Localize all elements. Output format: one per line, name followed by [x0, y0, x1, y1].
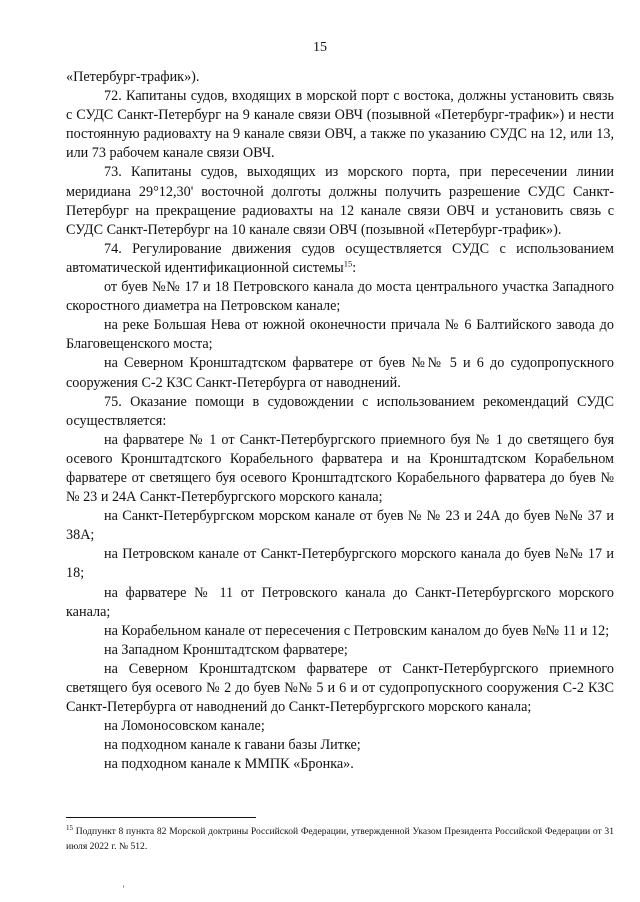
paragraph-73: 73. Капитаны судов, выходящих из морского порта, при пересечении линии меридиана 29°12,30' восточной долготы должны получить разрешение СУДС Санкт-Петербург на прекращение радиовахты на 12 канале связи ОВЧ и установить связь с СУДС Санкт-Петербург на 10 канале связи ОВЧ (позывной «Петербург-трафик»). [66, 164, 614, 238]
footnote-divider [66, 817, 256, 818]
list-item: на фарватере № 11 от Петровского канала до Санкт-Петербургского морского канала; [66, 584, 614, 620]
footnote-text: Подпункт 8 пункта 82 Морской доктрины Российской Федерации, утвержденной Указом Президента Российской Федерации от 31 июля 2022 г. № 512. [66, 826, 614, 852]
paragraph-74-tail: : [352, 259, 357, 276]
list-item: на Северном Кронштадтском фарватере от Санкт-Петербургского приемного светящего буя осевого № 2 до буев №№ 5 и 6 и от судопропускного сооружения С-2 КЗС Санкт-Петербурга от наводнений до Санкт-Петербургского морского канала; [66, 660, 614, 716]
list-item: на Санкт-Петербургском морском канале от буев № № 23 и 24А до буев №№ 37 и 38А; [66, 508, 614, 544]
list-item: от буев №№ 17 и 18 Петровского канала до моста центрального участка Западного скоростного диаметра на Петровском канале; [66, 279, 614, 315]
paragraph-74 [66, 240, 614, 278]
page-number: 15 [313, 40, 327, 55]
list-item: на Петровском канале от Санкт-Петербургского морского канала до буев №№ 17 и 18; [66, 546, 614, 582]
document-body [66, 68, 614, 774]
list-item: на фарватере № 1 от Санкт-Петербургского приемного буя № 1 до светящего буя осевого Кронштадтского Корабельного фарватера и на Кронштадтском Корабельном фарватере от светящего буя осевого Кронштадтского Корабельного фарватера до буев №№ 23 и 24А Санкт-Петербургского морского канала; [66, 431, 614, 506]
list-item: на Северном Кронштадтском фарватере от буев №№ 5 и 6 до судопропускного сооружения С-2 КЗС Санкт-Петербурга от наводнений. [66, 355, 614, 391]
list-item: на подходном канале к ММПК «Бронка». [104, 756, 354, 773]
paragraph-72: 72. Капитаны судов, входящих в морской порт с востока, должны установить связь с СУДС Санкт-Петербург на 9 канале связи ОВЧ (позывной «Петербург-трафик») и нести постоянную радиовахту на 9 канале связи ОВЧ, а также по указанию СУДС на 12, или 13, или 73 рабочем канале связи ОВЧ. [66, 88, 614, 162]
list-item: на Корабельном канале от пересечения с Петровским каналом до буев №№ 11 и 12; [104, 622, 610, 639]
list-item: на Ломоносовском канале; [104, 718, 265, 735]
paragraph-75: 75. Оказание помощи в судовождении с использованием рекомендаций СУДС осуществляется: [66, 393, 614, 429]
list-item: на Западном Кронштадтском фарватере; [104, 641, 348, 658]
list-item: на подходном канале к гавани базы Литке; [104, 737, 361, 754]
scan-mark: ʼ [122, 884, 125, 894]
list-item: на реке Большая Нева от южной оконечности причала № 6 Балтийского завода до Благовещенского моста; [66, 317, 614, 353]
footnote [66, 825, 614, 854]
footnote-reference: 15 [343, 258, 353, 269]
paragraph-continuation: «Петербург-трафик»). [66, 69, 200, 85]
paragraph-74-text: 74. Регулирование движения судов осуществляется СУДС с использованием автоматической идентификационной системы [66, 240, 614, 276]
footnote-marker: 15 [66, 823, 73, 832]
